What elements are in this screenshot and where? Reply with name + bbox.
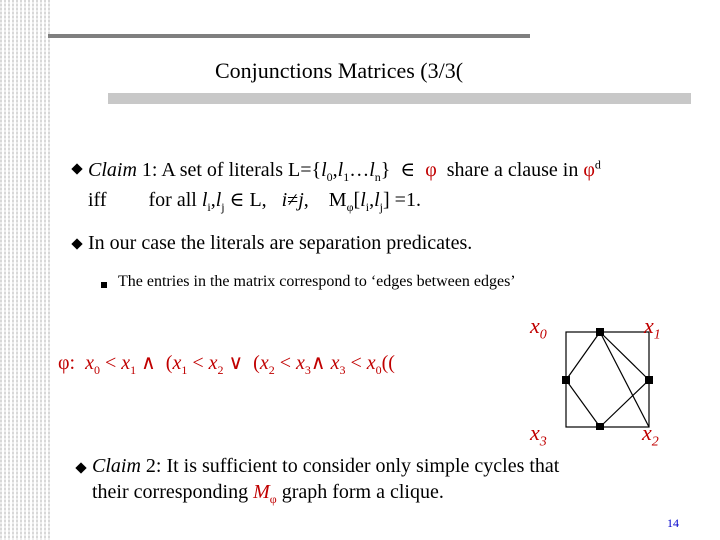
formula-line: φ: $x_0 < x_1$ ∧ ($x_1 < x_2$ ∨ ($x_2$ < $x_3\wedge$ $x_3 < x_0$(( <box>58 352 395 377</box>
claim2-line1 <box>92 455 559 478</box>
graph-edge <box>600 332 649 427</box>
decorative-stripe-mask <box>0 0 50 540</box>
claim1-iff: iff <box>88 189 107 211</box>
graph-edge <box>566 332 600 380</box>
claim2-label: Claim <box>92 455 141 477</box>
graph-node <box>562 376 570 384</box>
graph-node <box>645 376 653 384</box>
graph-edge <box>600 332 649 380</box>
bullet-icon <box>71 163 82 174</box>
node-label-x0: $x_0$ <box>530 313 547 343</box>
bullet2-text: In our case the literals are separation predicates. <box>88 232 473 254</box>
claim2-line2-pre: their corresponding <box>92 481 254 503</box>
claim2-line2: their corresponding $M_\varphi$ graph form a clique. <box>92 481 444 506</box>
title-rule-top <box>48 34 530 38</box>
title-rule-bottom <box>108 93 691 104</box>
node-label-x1: $x_1$ <box>644 313 661 343</box>
claim1-line2: iff for all $l_i,l_j$ ∈ L, i≠j, $M_\varphi[l_i,l_j] =1$. <box>88 189 421 214</box>
claim1-label: Claim <box>88 159 137 181</box>
page-number: 14 <box>667 516 679 530</box>
bullet-icon <box>71 238 82 249</box>
sub-bullet-text: The entries in the matrix correspond to ‘edges between edges’ <box>118 273 516 290</box>
sub-bullet-icon <box>101 282 107 288</box>
bullet-icon <box>75 462 86 473</box>
graph-node <box>596 328 604 336</box>
claim1-text: 1: A set of literals $L=\{l_0,l_1\dots l_n\}$ ∈ φ share a clause in $\varphi^d$ <box>136 157 601 184</box>
claim1-line1 <box>88 157 601 185</box>
node-label-x2: $x_2$ <box>642 420 659 450</box>
graph-edge <box>566 380 600 427</box>
graph-node <box>596 423 604 430</box>
slide-title: Conjunctions Matrices (3/3( <box>215 58 464 83</box>
claim2-line2-post: graph form a clique. <box>276 481 444 503</box>
node-label-x3: $x_3$ <box>530 420 547 450</box>
claim2-rest: 2: It is sufficient to consider only simple cycles that <box>140 455 560 477</box>
